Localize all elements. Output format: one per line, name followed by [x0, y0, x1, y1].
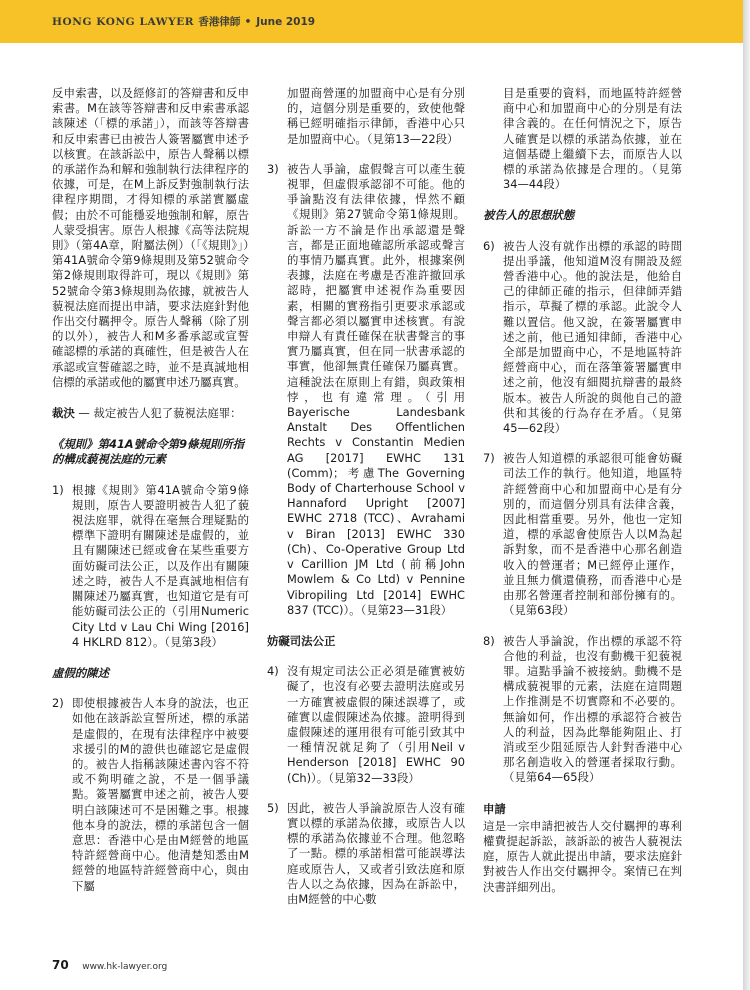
list-item — [267, 801, 465, 907]
list-item — [483, 239, 682, 437]
page-edge-shadow — [743, 0, 750, 990]
item-number: 8) — [483, 633, 495, 648]
page-footer — [52, 958, 167, 972]
item-number: 7) — [483, 451, 495, 466]
list-item — [483, 634, 682, 786]
verdict-paragraph — [52, 406, 249, 421]
paragraph: 反申索書，以及經修訂的答辯書和反申索書。M在該等答辯書和反申索書承認該陳述（「標的承諾」），而該等答辯書和反申索書已由被告人簽署屬實申述予以核實。在該訴訟中，原告人聲稱以標的承諾作為和解和強制執行法律程序的依據，可是，在M上訴反對強制執行法律程序期間，才得知標的承諾實屬虛假；由於不可能穩妥地強制和解，原告人蒙受損害。原告人根據《高等法院規則》（第4A章，附屬法例）（「《規則》」）第41A號命令第9條規則及第52號命令第2條規則取得許可，現以《規則》第52號命令第3條規則為依據，就被告人藐視法庭而提出申請，要求法庭針對他作出交付羈押令。原告人聲稱（除了別的以外），被告人和M多番承認或宣誓確認標的承諾的真確性，但是被告人在承認或宣誓確認之時，並不是真誠地相信標的承諾或他的屬實申述乃屬真實。 — [52, 86, 249, 389]
page-number: 70 — [52, 958, 69, 972]
magazine-title-cn: 香港律師 — [198, 16, 241, 28]
item-number: 4) — [267, 664, 279, 679]
verdict-text: — 裁定被告人犯了藐視法庭罪： — [74, 406, 242, 421]
list-item — [52, 483, 249, 650]
section-heading: 被告人的思想狀態 — [483, 208, 575, 223]
item-text: 被告人知道標的承認很可能會妨礙司法工作的執行。他知道，地區特許經營商中心和加盟商中心是有分別的，而這個分別具有法律含義，因此相當重要。另外，他也一定知道，標的承認會使原告人以M為起訴對象，而不是香港中心那名創造收入的營運者；M已經停止運作，並且無力償還債務，而香港中心是由那名營運者控制和部份擁有的。（見第63段） — [503, 451, 682, 618]
list-item — [267, 664, 465, 786]
magazine-title: HONG KONG LAWYER — [52, 16, 195, 28]
section-heading: 申請 — [483, 801, 506, 816]
issue-date: June 2019 — [256, 16, 316, 28]
column-3 — [483, 86, 682, 895]
list-item — [483, 451, 682, 618]
item-text: 被告人爭論說，作出標的承認不符合他的利益，也沒有動機干犯藐視罪。這點爭論不被接納。動機不是構成藐視罪的元素，法庭在這問題上作推測是不切實際和不必要的。無論如何，作出標的承認符合被告人的利益，因為此舉能夠阻止、打消或至少阻延原告人針對香港中心那名創造收入的營運者採取行動。（見第64—65段） — [503, 633, 682, 785]
paragraph: 目是重要的資料，而地區特許經營商中心和加盟商中心的分別是有法律含義的。在任何情況之下，原告人確實是以標的承諾為依據，並在這個基礎上繼續下去，而原告人以標的承諾為依據是合理的。（見第34—44段） — [503, 86, 682, 192]
item-number: 6) — [483, 238, 495, 253]
section-heading: 虛假的陳述 — [52, 665, 109, 680]
item-number: 5) — [267, 800, 279, 815]
header-separator: • — [244, 16, 252, 28]
section-heading: 《規則》第41A號命令第9條規則所指的構成藐視法庭的元素 — [52, 437, 245, 467]
item-text: 即使根據被告人本身的說法，也正如他在該訴訟宣誓所述，標的承諾是虛假的，在現有法律程序中被要求援引的M的證供也確認它是虛假的。被告人指稱該陳述書內容不符或不夠明確之說，不是一個爭議點。簽署屬實申述之前，被告人要明白該陳述可不是困難之事。根據他本身的說法，標的承諾包含一個意思：香港中心是由M經營的地區特許經營商中心。他清楚知悉由M經營的地區特許經營商中心，與由下屬 — [72, 696, 249, 893]
verdict-label: 裁決 — [52, 406, 75, 421]
footer-url[interactable]: www.hk-lawyer.org — [82, 962, 168, 972]
paragraph: 這是一宗申請把被告人交付羈押的專利權費提起訴訟，該訴訟的被告人藐視法庭，原告人就此提出申請，要求法庭針對被告人作出交付羈押令。案情已在判決書詳細列出。 — [483, 818, 682, 894]
header-bar — [0, 0, 743, 43]
item-text: 因此，被告人爭論說原告人沒有確實以標的承諾為依據，或原告人以標的承諾為依據並不合理。他忽略了一點。標的承諾相當可能誤導法庭或原告人，又或者引致法庭和原告人以之為依據，因為在訴訟中，由M經營的中心數 — [287, 800, 465, 906]
item-text: 被告人沒有就作出標的承認的時間提出爭議，他知道M沒有開設及經營香港中心。他的說法是，他給自己的律師正確的指示，但律師弄錯指示，草擬了標的承認。此說令人難以置信。他又說，在簽署屬實申述之前，他已通知律師，香港中心全部是加盟商中心，不是地區特許經營商中心，而在落筆簽署屬實申述之前，他沒有細閱抗辯書的最終版本。被告人所說的與他自己的證供和其後的行為存在矛盾。（見第45—62段） — [503, 238, 682, 436]
item-number: 1) — [52, 482, 64, 497]
list-item — [52, 696, 249, 894]
item-text: 根據《規則》第41A號命令第9條規則，原告人要證明被告人犯了藐視法庭罪，就得在毫無合理疑點的標準下證明有關陳述是虛假的，並且有關陳述已經或會在某些重要方面妨礙司法公正，以及作出有關陳述之時，被告人不是真誠地相信有關陳述乃屬真實，也知道它是有可能妨礙司法公正的（引用Numeric City Ltd v Lau Chi Wing [2016] 4 HKLRD 812）。（見第3段） — [72, 482, 249, 649]
running-header — [52, 14, 315, 29]
list-item — [267, 162, 465, 618]
item-text: 被告人爭論，虛假聲言可以產生藐視罪，但虛假承認卻不可能。他的爭論點沒有法律依據，悍然不顧《規則》第27號命令第1條規則。訴訟一方不論是作出承認還是聲言，都是正面地確認所承認或聲言的事情乃屬真實。此外，根據案例表據，法庭在考慮是否准許撤回承認時，把屬實申述視作為重要因素，相關的實務指引更要求承認或聲言都必須以屬實申述核實。有說申辯人有責任確保在狀書聲言的事實乃屬真實，但在同一狀書承認的事實，他卻無責任確保乃屬真實。這種說法在原則上有錯，與政策相悖，也有違常理。（引用Bayerische Landesbank Anstalt Des Offentlichen Rechts v Constantin Medien AG [2017] EWHC 131 (Comm)；考慮The Governing Body of Charterhouse School v Hannaford Upright [2007] EWHC 2718 (TCC)、Avrahami v Biran [2013] EWHC 330 (Ch)、Co-Operative Group Ltd v Carillion JM Ltd (前稱John Mowlem & Co Ltd) v Pennine Vibropiling Ltd [2014] EWHC 837 (TCC)）。（見第23—31段） — [287, 161, 465, 617]
column-1 — [52, 86, 249, 894]
column-2 — [267, 86, 465, 907]
item-number: 3) — [267, 161, 279, 176]
item-text: 沒有規定司法公正必須是確實被妨礙了，也沒有必要去證明法庭或另一方確實被虛假的陳述誤導了，或確實以虛假陳述為依據。證明得到虛假陳述的運用很有可能引致其中一種情況就足夠了（引用Neil v Henderson [2018] EWHC 90 (Ch)）。（見第32—33段） — [287, 664, 465, 785]
item-number: 2) — [52, 696, 64, 711]
section-heading: 妨礙司法公正 — [267, 633, 336, 648]
paragraph: 加盟商營運的加盟商中心是有分別的，這個分別是重要的，致使他聲稱已經明確指示律師，香港中心只是加盟商中心。（見第13—22段） — [287, 86, 465, 146]
